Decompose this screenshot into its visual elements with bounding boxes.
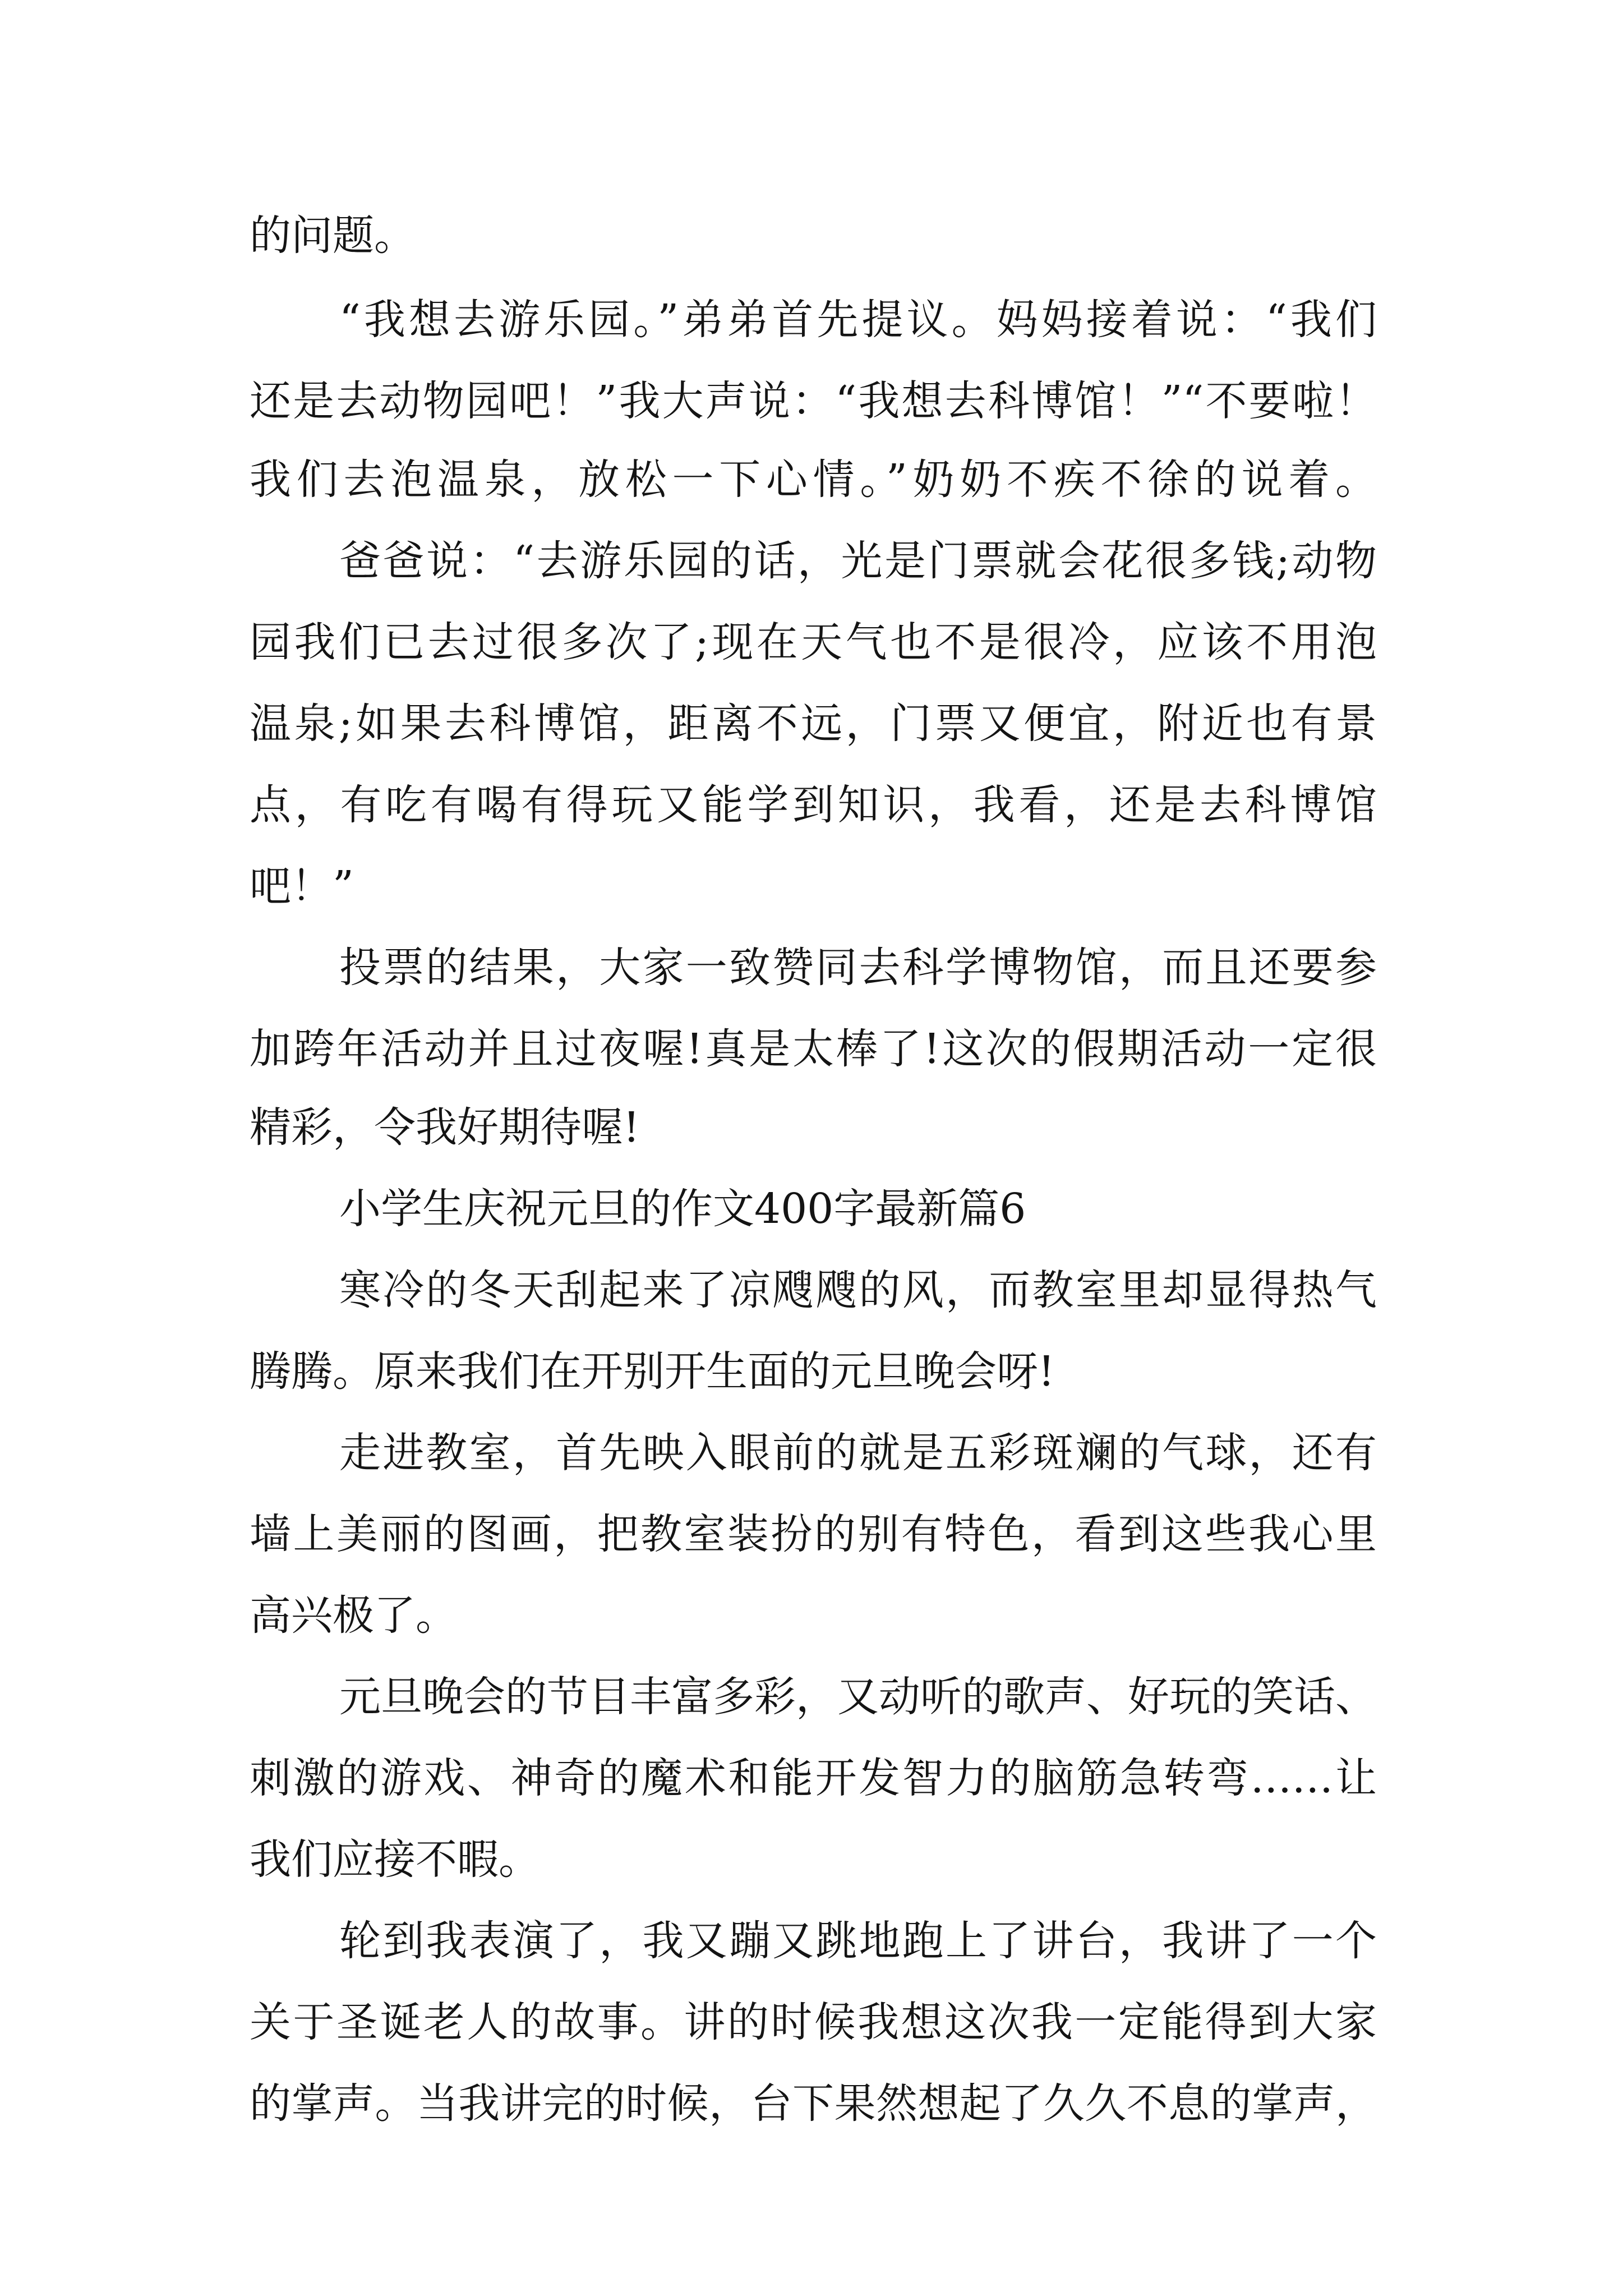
text-line: 高兴极了。 (250, 1591, 457, 1640)
text-line: 我们去泡温泉，放松一下心情。”奶奶不疾不徐的说着。 (250, 455, 1377, 504)
text-line: 吧！” (250, 862, 354, 910)
text-line: 的问题。 (250, 211, 416, 260)
text-line: 点，有吃有喝有得玩又能学到知识，我看，还是去科博馆 (250, 781, 1377, 829)
text-line: 爸爸说：“去游乐园的话，光是门票就会花很多钱;动物 (339, 537, 1377, 585)
text-line: 园我们已去过很多次了;现在天气也不是很冷，应该不用泡 (250, 618, 1377, 666)
text-line: 我们应接不暇。 (250, 1835, 540, 1884)
text-line: 精彩，令我好期待喔! (250, 1103, 640, 1152)
text-line: 墙上美丽的图画，把教室装扮的别有特色，看到这些我心里 (250, 1510, 1377, 1558)
section-heading: 小学生庆祝元旦的作文400字最新篇6 (339, 1185, 1026, 1233)
text-line: 加跨年活动并且过夜喔!真是太棒了!这次的假期活动一定很 (250, 1025, 1377, 1073)
text-line: 还是去动物园吧！”我大声说：“我想去科博馆！”“不要啦！ (250, 377, 1377, 425)
text-line: “我想去游乐园。”弟弟首先提议。妈妈接着说：“我们 (339, 296, 1377, 344)
text-line: 投票的结果，大家一致赞同去科学博物馆，而且还要参 (339, 944, 1377, 992)
text-line: 温泉;如果去科博馆，距离不远，门票又便宜，附近也有景 (250, 700, 1377, 748)
text-line: 刺激的游戏、神奇的魔术和能开发智力的脑筋急转弯……让 (250, 1754, 1377, 1802)
text-line: 的掌声。当我讲完的时候，台下果然想起了久久不息的掌声， (250, 2079, 1377, 2128)
text-line: 走进教室，首先映入眼前的就是五彩斑斓的气球，还有 (339, 1429, 1377, 1477)
text-line: 寒冷的冬天刮起来了凉飕飕的风，而教室里却显得热气 (339, 1266, 1377, 1314)
text-line: 元旦晚会的节目丰富多彩，又动听的歌声、好玩的笑话、 (339, 1673, 1377, 1721)
text-line: 关于圣诞老人的故事。讲的时候我想这次我一定能得到大家 (250, 1998, 1377, 2046)
text-line: 轮到我表演了，我又蹦又跳地跑上了讲台，我讲了一个 (339, 1917, 1377, 1965)
text-line: 腾腾。原来我们在开别开生面的元旦晚会呀! (250, 1347, 1055, 1396)
